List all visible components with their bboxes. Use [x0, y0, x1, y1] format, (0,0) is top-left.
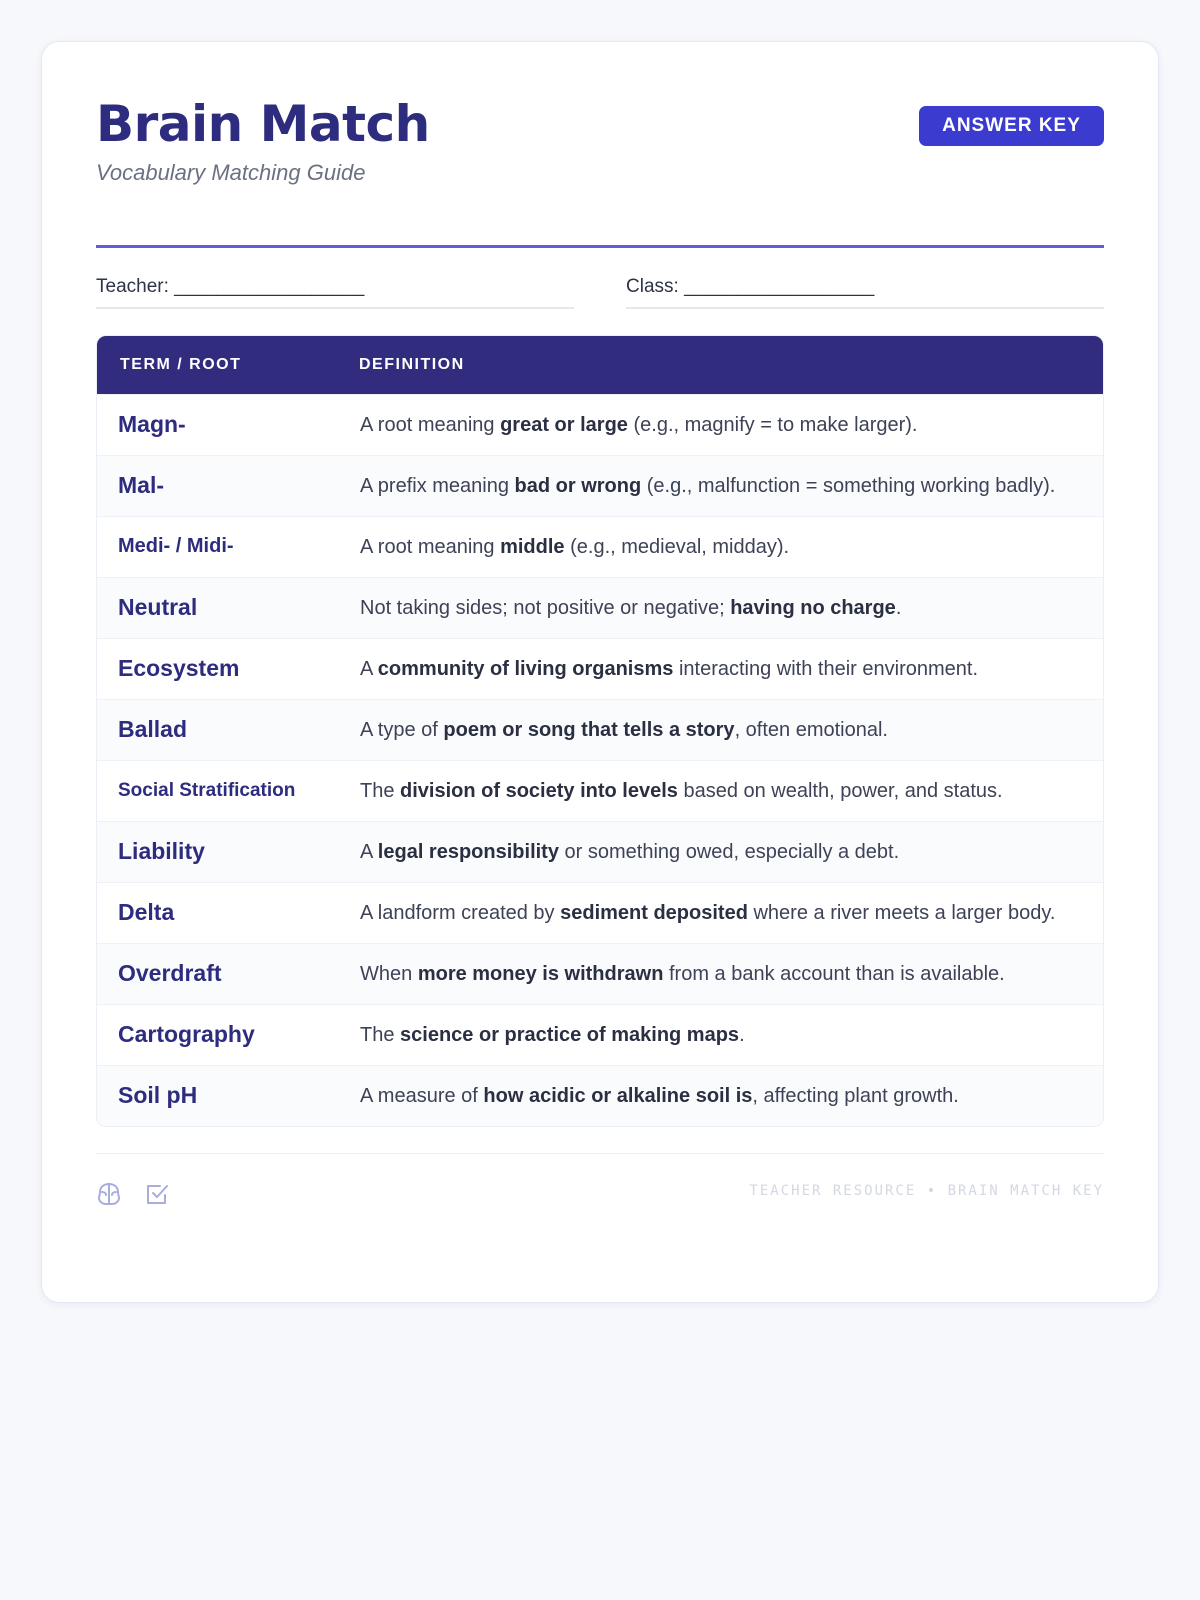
definition-text: A prefix meaning: [360, 475, 515, 497]
definition-keyword: community of living organisms: [377, 658, 674, 680]
definition-text: (e.g., magnify = to make larger).: [627, 414, 918, 436]
term-cell: Ecosystem: [97, 639, 359, 700]
class-field: Class: __________________: [626, 276, 1104, 309]
definition-keyword: legal responsibility: [377, 841, 559, 863]
term-cell: Overdraft: [97, 944, 359, 1005]
table-row: [97, 578, 1103, 639]
footer-icons: [96, 1181, 170, 1207]
term-cell: Cartography: [97, 1005, 359, 1066]
definition-text: A type of: [360, 719, 444, 741]
definition-text: based on wealth, power, and status.: [677, 780, 1003, 802]
definition-cell: [359, 639, 1103, 700]
term-cell: Delta: [97, 883, 359, 944]
definition-text: from a bank account than is available.: [663, 963, 1005, 985]
term-cell: Liability: [97, 822, 359, 883]
definition-text: The: [360, 780, 401, 802]
answer-key-badge: ANSWER KEY: [919, 106, 1104, 146]
definition-cell: [359, 1066, 1103, 1127]
definition-cell: [359, 944, 1103, 1005]
definition-text: A measure of: [360, 1085, 484, 1107]
definition-text: A landform created by: [360, 902, 561, 924]
definition-keyword: bad or wrong: [514, 475, 642, 497]
term-cell: Soil pH: [97, 1066, 359, 1127]
table-row: [97, 456, 1103, 517]
table-row: [97, 639, 1103, 700]
definition-text: A root meaning: [360, 536, 501, 558]
table-row: [97, 761, 1103, 822]
worksheet-header: [96, 96, 1104, 248]
definition-keyword: sediment deposited: [560, 902, 748, 924]
definition-text: , affecting plant growth.: [752, 1085, 959, 1107]
definition-text: where a river meets a larger body.: [747, 902, 1056, 924]
definition-text: , often emotional.: [734, 719, 888, 741]
definition-text: A: [360, 658, 378, 680]
term-cell: Medi- / Midi-: [97, 517, 359, 578]
worksheet-card: [41, 41, 1159, 1303]
footer: [96, 1153, 1104, 1234]
table-row: [97, 1066, 1103, 1127]
table-row: [97, 883, 1103, 944]
definition-text: or something owed, especially a debt.: [558, 841, 900, 863]
definition-text: (e.g., malfunction = something working badly).: [641, 475, 1056, 497]
definition-cell: [359, 517, 1103, 578]
definition-text: (e.g., medieval, midday).: [564, 536, 790, 558]
definition-keyword: division of society into levels: [400, 780, 678, 802]
table-row: [97, 1005, 1103, 1066]
table-body: [97, 395, 1103, 1127]
definition-text: The: [360, 1024, 401, 1046]
definition-text: When: [360, 963, 418, 985]
term-cell: Mal-: [97, 456, 359, 517]
definition-cell: [359, 395, 1103, 456]
definition-text: .: [739, 1024, 745, 1046]
table-row: [97, 395, 1103, 456]
definition-text: A: [360, 841, 378, 863]
definition-cell: [359, 700, 1103, 761]
table-row: [97, 700, 1103, 761]
definition-keyword: science or practice of making maps: [400, 1024, 740, 1046]
definition-text: Not taking sides; not positive or negative;: [360, 597, 731, 619]
definition-cell: [359, 1005, 1103, 1066]
definition-cell: [359, 822, 1103, 883]
term-cell: Social Stratification: [97, 761, 359, 822]
teacher-field: Teacher: __________________: [96, 276, 574, 309]
footer-text: TEACHER RESOURCE • BRAIN MATCH KEY: [749, 1183, 1104, 1199]
definition-keyword: more money is withdrawn: [417, 963, 664, 985]
column-header-term: TERM / ROOT: [97, 336, 359, 395]
definition-keyword: poem or song that tells a story: [443, 719, 735, 741]
table-row: [97, 944, 1103, 1005]
definition-keyword: great or large: [500, 414, 628, 436]
checkbox-icon: [144, 1181, 170, 1207]
definition-cell: [359, 578, 1103, 639]
table-row: [97, 822, 1103, 883]
definition-text: A root meaning: [360, 414, 501, 436]
definition-text: .: [895, 597, 902, 619]
definition-keyword: having no charge: [730, 597, 896, 619]
brain-icon: [96, 1181, 122, 1207]
definition-keyword: how acidic or alkaline soil is: [483, 1085, 753, 1107]
meta-row: [96, 276, 1104, 309]
definition-text: interacting with their environment.: [673, 658, 978, 680]
term-cell: Neutral: [97, 578, 359, 639]
column-header-definition: DEFINITION: [359, 336, 1103, 395]
definition-cell: [359, 883, 1103, 944]
term-cell: Ballad: [97, 700, 359, 761]
table-row: [97, 517, 1103, 578]
table-header-row: [97, 336, 1103, 395]
page-title: Brain Match: [96, 95, 430, 153]
definition-keyword: middle: [500, 536, 565, 558]
term-cell: Magn-: [97, 395, 359, 456]
page-subtitle: Vocabulary Matching Guide: [96, 160, 366, 185]
definition-cell: [359, 761, 1103, 822]
vocabulary-table: [96, 335, 1104, 1127]
definition-cell: [359, 456, 1103, 517]
